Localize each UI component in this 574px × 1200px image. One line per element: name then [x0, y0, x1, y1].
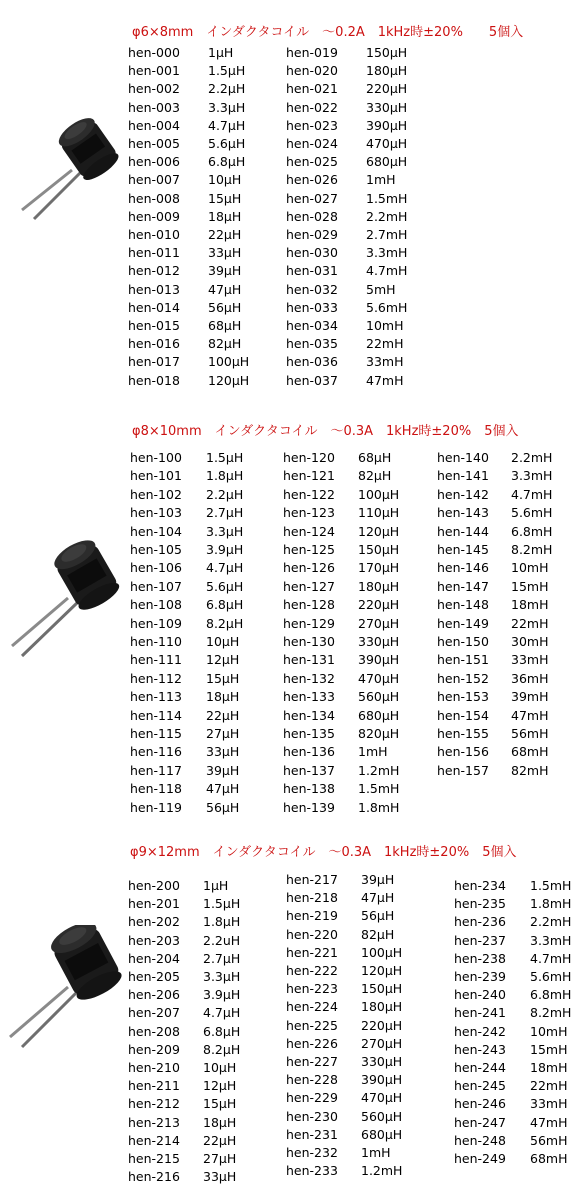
- inductance-value: 1mH: [361, 1145, 391, 1160]
- section-title: φ8×10mm インダクタコイル ～0.3A 1kHz時±20% 5個入: [132, 424, 519, 439]
- inductance-value: 2.7μH: [206, 505, 244, 521]
- inductance-value: 33μH: [206, 744, 240, 760]
- inductance-value: 470μH: [366, 136, 408, 151]
- inductance-value: 2.2mH: [511, 450, 553, 465]
- part-code: hen-135: [283, 726, 335, 741]
- inductance-value: 22μH: [208, 227, 242, 242]
- part-code: hen-129: [283, 615, 335, 631]
- part-code: hen-203: [128, 932, 180, 948]
- inductance-value: 330μH: [358, 634, 400, 649]
- inductance-value: 5.6mH: [511, 505, 553, 521]
- inductance-value: 1.5mH: [530, 878, 572, 893]
- inductance-value: 2.2mH: [530, 914, 572, 930]
- part-code: hen-103: [130, 505, 182, 521]
- inductance-value: 4.7mH: [366, 263, 408, 279]
- inductance-value: 2.2μH: [208, 81, 246, 97]
- inductance-value: 5.6mH: [530, 969, 572, 984]
- inductance-value: 56μH: [361, 908, 395, 924]
- part-code: hen-109: [130, 615, 182, 631]
- inductance-value: 22mH: [511, 615, 549, 631]
- inductance-value: 1.5mH: [366, 190, 408, 206]
- inductance-value: 1.5mH: [358, 781, 400, 797]
- inductance-value: 1.8μH: [206, 468, 244, 484]
- inductance-value: 47μH: [206, 781, 240, 797]
- inductance-value: 2.2mH: [366, 208, 408, 224]
- inductance-value: 39μH: [208, 263, 242, 279]
- part-code: hen-132: [283, 670, 335, 686]
- part-code: hen-248: [454, 1132, 506, 1148]
- inductance-value: 1μH: [208, 45, 234, 60]
- inductance-value: 8.2mH: [530, 1005, 572, 1021]
- part-code: hen-143: [437, 505, 489, 521]
- inductance-value: 5mH: [366, 281, 396, 297]
- inductance-value: 39mH: [511, 689, 549, 705]
- part-code: hen-241: [454, 1005, 506, 1021]
- inductance-value: 39μH: [206, 762, 240, 778]
- inductance-value: 120μH: [361, 963, 403, 978]
- part-code: hen-209: [128, 1041, 180, 1057]
- inductance-value: 680μH: [366, 154, 408, 170]
- inductance-value: 100μH: [358, 486, 400, 502]
- part-code: hen-119: [130, 799, 182, 815]
- part-code: hen-013: [128, 281, 180, 297]
- inductance-value: 4.7μH: [206, 560, 244, 576]
- part-code: hen-113: [130, 689, 182, 705]
- inductance-value: 15mH: [511, 578, 549, 594]
- inductance-value: 10μH: [208, 172, 242, 188]
- part-code: hen-150: [437, 634, 489, 649]
- inductance-value: 47μH: [208, 281, 242, 297]
- inductance-value: 330μH: [361, 1054, 403, 1069]
- inductance-value: 150μH: [358, 542, 400, 557]
- inductance-value: 82μH: [358, 468, 392, 484]
- inductance-value: 6.8mH: [511, 523, 553, 539]
- inductance-value: 15mH: [530, 1041, 568, 1057]
- inductance-value: 18μH: [206, 689, 240, 705]
- part-code: hen-243: [454, 1041, 506, 1057]
- part-code: hen-148: [437, 597, 489, 613]
- inductance-value: 22mH: [366, 336, 404, 352]
- inductance-value: 390μH: [361, 1072, 403, 1088]
- inductance-value: 22mH: [530, 1078, 568, 1094]
- part-code: hen-207: [128, 1005, 180, 1021]
- part-code: hen-147: [437, 578, 489, 594]
- part-code: hen-235: [454, 896, 506, 912]
- part-code: hen-136: [283, 744, 335, 760]
- part-code: hen-137: [283, 762, 335, 778]
- part-code: hen-101: [130, 468, 182, 484]
- part-code: hen-246: [454, 1096, 506, 1112]
- part-code: hen-134: [283, 707, 335, 723]
- part-code: hen-245: [454, 1078, 506, 1094]
- section-title: φ9×12mm インダクタコイル ～0.3A 1kHz時±20% 5個入: [130, 845, 517, 860]
- part-code: hen-139: [283, 799, 335, 815]
- inductance-value: 82μH: [208, 336, 242, 352]
- inductance-value: 1.8mH: [530, 896, 572, 912]
- part-code: hen-020: [286, 63, 338, 79]
- inductance-value: 1.5μH: [203, 896, 241, 912]
- part-code: hen-219: [286, 908, 338, 924]
- inductance-value: 1.2mH: [361, 1163, 403, 1179]
- part-code: hen-107: [130, 578, 182, 594]
- part-code: hen-217: [286, 872, 338, 887]
- inductance-value: 2.7μH: [203, 950, 241, 966]
- part-code: hen-214: [128, 1132, 180, 1148]
- part-code: hen-002: [128, 81, 180, 97]
- part-code: hen-022: [286, 99, 338, 115]
- part-code: hen-153: [437, 689, 489, 705]
- part-code: hen-142: [437, 486, 489, 502]
- part-code: hen-240: [454, 987, 506, 1003]
- inductance-value: 330μH: [366, 99, 408, 115]
- inductance-value: 18mH: [530, 1060, 568, 1075]
- section-title: φ6×8mm インダクタコイル ～0.2A 1kHz時±20% 5個入: [132, 25, 524, 40]
- inductance-value: 150μH: [361, 981, 403, 997]
- inductance-value: 270μH: [361, 1035, 403, 1051]
- inductance-value: 100μH: [208, 354, 250, 370]
- inductance-value: 5.6mH: [366, 299, 408, 315]
- part-code: hen-212: [128, 1096, 180, 1112]
- inductance-value: 15μH: [203, 1096, 237, 1112]
- inductance-value: 4.7μH: [203, 1005, 241, 1021]
- inductance-value: 33mH: [530, 1096, 568, 1112]
- inductance-value: 180μH: [358, 578, 400, 594]
- part-code: hen-033: [286, 299, 338, 315]
- inductance-value: 100μH: [361, 944, 403, 960]
- inductance-value: 180μH: [361, 999, 403, 1015]
- part-code: hen-208: [128, 1023, 180, 1039]
- part-code: hen-201: [128, 896, 180, 912]
- part-code: hen-232: [286, 1145, 338, 1160]
- inductance-value: 1mH: [366, 172, 396, 188]
- inductor-image: [2, 925, 122, 1050]
- inductance-value: 2.2uH: [203, 932, 241, 948]
- part-code: hen-019: [286, 45, 338, 60]
- inductance-value: 150μH: [366, 45, 408, 60]
- part-code: hen-032: [286, 281, 338, 297]
- part-code: hen-213: [128, 1114, 180, 1130]
- inductance-value: 4.7mH: [530, 950, 572, 966]
- part-code: hen-249: [454, 1151, 506, 1166]
- part-code: hen-031: [286, 263, 338, 279]
- part-code: hen-121: [283, 468, 335, 484]
- inductance-value: 8.2mH: [511, 542, 553, 557]
- part-code: hen-238: [454, 950, 506, 966]
- part-code: hen-111: [130, 652, 182, 668]
- part-code: hen-124: [283, 523, 335, 539]
- inductance-value: 180μH: [366, 63, 408, 79]
- part-code: hen-223: [286, 981, 338, 997]
- part-code: hen-234: [454, 878, 506, 893]
- inductance-value: 3.3μH: [203, 969, 241, 984]
- part-code: hen-026: [286, 172, 338, 188]
- part-code: hen-114: [130, 707, 182, 723]
- part-code: hen-108: [130, 597, 182, 613]
- part-code: hen-220: [286, 926, 338, 942]
- inductance-value: 3.3mH: [530, 932, 572, 948]
- part-code: hen-211: [128, 1078, 180, 1094]
- inductance-value: 1.8μH: [203, 914, 241, 930]
- part-code: hen-116: [130, 744, 182, 760]
- inductance-value: 10μH: [206, 634, 240, 649]
- part-code: hen-229: [286, 1090, 338, 1106]
- inductance-value: 390μH: [366, 117, 408, 133]
- part-code: hen-221: [286, 944, 338, 960]
- part-code: hen-133: [283, 689, 335, 705]
- inductance-value: 10mH: [511, 560, 549, 576]
- part-code: hen-149: [437, 615, 489, 631]
- part-code: hen-015: [128, 318, 180, 333]
- inductance-value: 27μH: [206, 726, 240, 741]
- part-code: hen-154: [437, 707, 489, 723]
- part-code: hen-001: [128, 63, 180, 79]
- inductance-value: 68mH: [511, 744, 549, 760]
- inductance-value: 27μH: [203, 1151, 237, 1166]
- part-code: hen-025: [286, 154, 338, 170]
- part-code: hen-112: [130, 670, 182, 686]
- inductance-value: 3.3μH: [206, 523, 244, 539]
- inductance-value: 82mH: [511, 762, 549, 778]
- part-code: hen-006: [128, 154, 180, 170]
- part-code: hen-018: [128, 372, 180, 388]
- part-code: hen-035: [286, 336, 338, 352]
- inductance-value: 56mH: [511, 726, 549, 741]
- part-code: hen-012: [128, 263, 180, 279]
- inductance-value: 680μH: [361, 1126, 403, 1142]
- part-code: hen-227: [286, 1054, 338, 1069]
- part-code: hen-030: [286, 245, 338, 261]
- part-code: hen-237: [454, 932, 506, 948]
- part-code: hen-005: [128, 136, 180, 151]
- part-code: hen-127: [283, 578, 335, 594]
- inductance-value: 470μH: [358, 670, 400, 686]
- inductance-value: 22μH: [206, 707, 240, 723]
- inductance-value: 33mH: [511, 652, 549, 668]
- inductance-value: 68μH: [208, 318, 242, 333]
- part-code: hen-126: [283, 560, 335, 576]
- inductance-value: 5.6μH: [206, 578, 244, 594]
- part-code: hen-138: [283, 781, 335, 797]
- part-code: hen-146: [437, 560, 489, 576]
- part-code: hen-239: [454, 969, 506, 984]
- part-code: hen-118: [130, 781, 182, 797]
- inductance-value: 2.7mH: [366, 227, 408, 242]
- inductance-value: 30mH: [511, 634, 549, 649]
- part-code: hen-028: [286, 208, 338, 224]
- inductance-value: 22μH: [203, 1132, 237, 1148]
- inductance-value: 4.7μH: [208, 117, 246, 133]
- inductance-value: 56μH: [206, 799, 240, 815]
- inductance-value: 33μH: [208, 245, 242, 261]
- part-code: hen-215: [128, 1151, 180, 1166]
- part-code: hen-117: [130, 762, 182, 778]
- part-code: hen-236: [454, 914, 506, 930]
- part-code: hen-224: [286, 999, 338, 1015]
- part-code: hen-122: [283, 486, 335, 502]
- inductance-value: 6.8μH: [208, 154, 246, 170]
- part-code: hen-216: [128, 1169, 180, 1185]
- inductance-value: 47μH: [361, 890, 395, 906]
- part-code: hen-144: [437, 523, 489, 539]
- part-code: hen-021: [286, 81, 338, 97]
- inductance-value: 220μH: [361, 1017, 403, 1033]
- part-code: hen-244: [454, 1060, 506, 1075]
- inductance-value: 220μH: [366, 81, 408, 97]
- inductance-value: 68μH: [358, 450, 392, 465]
- inductance-value: 110μH: [358, 505, 400, 521]
- inductance-value: 2.2μH: [206, 486, 244, 502]
- part-code: hen-145: [437, 542, 489, 557]
- inductance-value: 120μH: [208, 372, 250, 388]
- part-code: hen-200: [128, 878, 180, 893]
- inductance-value: 680μH: [358, 707, 400, 723]
- part-code: hen-228: [286, 1072, 338, 1088]
- inductance-value: 560μH: [361, 1108, 403, 1124]
- part-code: hen-017: [128, 354, 180, 370]
- part-code: hen-131: [283, 652, 335, 668]
- part-code: hen-157: [437, 762, 489, 778]
- part-code: hen-247: [454, 1114, 506, 1130]
- part-code: hen-016: [128, 336, 180, 352]
- inductance-value: 56mH: [530, 1132, 568, 1148]
- inductance-value: 3.3mH: [511, 468, 553, 484]
- part-code: hen-027: [286, 190, 338, 206]
- part-code: hen-037: [286, 372, 338, 388]
- part-code: hen-210: [128, 1060, 180, 1075]
- part-code: hen-011: [128, 245, 180, 261]
- part-code: hen-225: [286, 1017, 338, 1033]
- inductance-value: 560μH: [358, 689, 400, 705]
- inductance-value: 1μH: [203, 878, 229, 893]
- part-code: hen-151: [437, 652, 489, 668]
- part-code: hen-008: [128, 190, 180, 206]
- part-code: hen-230: [286, 1108, 338, 1124]
- inductance-value: 3.9μH: [203, 987, 241, 1003]
- inductance-value: 47mH: [530, 1114, 568, 1130]
- part-code: hen-222: [286, 963, 338, 978]
- part-code: hen-106: [130, 560, 182, 576]
- part-code: hen-000: [128, 45, 180, 60]
- part-code: hen-010: [128, 227, 180, 242]
- inductance-value: 39μH: [361, 872, 395, 887]
- inductance-value: 170μH: [358, 560, 400, 576]
- part-code: hen-125: [283, 542, 335, 557]
- part-code: hen-156: [437, 744, 489, 760]
- part-code: hen-206: [128, 987, 180, 1003]
- inductance-value: 47mH: [366, 372, 404, 388]
- inductance-value: 6.8mH: [530, 987, 572, 1003]
- part-code: hen-009: [128, 208, 180, 224]
- part-code: hen-204: [128, 950, 180, 966]
- part-code: hen-231: [286, 1126, 338, 1142]
- inductance-value: 3.3mH: [366, 245, 408, 261]
- inductance-value: 5.6μH: [208, 136, 246, 151]
- part-code: hen-105: [130, 542, 182, 557]
- inductance-value: 1.8mH: [358, 799, 400, 815]
- part-code: hen-226: [286, 1035, 338, 1051]
- part-code: hen-218: [286, 890, 338, 906]
- part-code: hen-104: [130, 523, 182, 539]
- inductance-value: 10mH: [530, 1023, 568, 1039]
- inductance-value: 270μH: [358, 615, 400, 631]
- part-code: hen-036: [286, 354, 338, 370]
- part-code: hen-140: [437, 450, 489, 465]
- inductance-value: 18μH: [208, 208, 242, 224]
- inductance-value: 56μH: [208, 299, 242, 315]
- inductance-value: 6.8μH: [206, 597, 244, 613]
- inductance-value: 68mH: [530, 1151, 568, 1166]
- part-code: hen-115: [130, 726, 182, 741]
- inductance-value: 6.8μH: [203, 1023, 241, 1039]
- part-code: hen-120: [283, 450, 335, 465]
- inductance-value: 1.5μH: [206, 450, 244, 465]
- part-code: hen-152: [437, 670, 489, 686]
- part-code: hen-242: [454, 1023, 506, 1039]
- part-code: hen-023: [286, 117, 338, 133]
- inductance-value: 36mH: [511, 670, 549, 686]
- part-code: hen-128: [283, 597, 335, 613]
- part-code: hen-003: [128, 99, 180, 115]
- part-code: hen-004: [128, 117, 180, 133]
- inductance-value: 18μH: [203, 1114, 237, 1130]
- inductance-value: 18mH: [511, 597, 549, 613]
- part-code: hen-014: [128, 299, 180, 315]
- part-code: hen-100: [130, 450, 182, 465]
- inductance-value: 10mH: [366, 318, 404, 333]
- inductance-value: 1.5μH: [208, 63, 246, 79]
- inductance-value: 390μH: [358, 652, 400, 668]
- part-code: hen-233: [286, 1163, 338, 1179]
- part-code: hen-007: [128, 172, 180, 188]
- inductance-value: 470μH: [361, 1090, 403, 1106]
- inductance-value: 12μH: [203, 1078, 237, 1094]
- inductance-value: 8.2μH: [206, 615, 244, 631]
- inductance-value: 82μH: [361, 926, 395, 942]
- inductance-value: 3.9μH: [206, 542, 244, 557]
- inductance-value: 1mH: [358, 744, 388, 760]
- inductance-value: 47mH: [511, 707, 549, 723]
- inductance-value: 820μH: [358, 726, 400, 741]
- part-code: hen-024: [286, 136, 338, 151]
- part-code: hen-130: [283, 634, 335, 649]
- inductance-value: 15μH: [208, 190, 242, 206]
- inductance-value: 120μH: [358, 523, 400, 539]
- part-code: hen-029: [286, 227, 338, 242]
- part-code: hen-102: [130, 486, 182, 502]
- part-code: hen-205: [128, 969, 180, 984]
- part-code: hen-202: [128, 914, 180, 930]
- inductance-value: 4.7mH: [511, 486, 553, 502]
- part-code: hen-155: [437, 726, 489, 741]
- inductance-value: 33mH: [366, 354, 404, 370]
- inductance-value: 1.2mH: [358, 762, 400, 778]
- part-code: hen-110: [130, 634, 182, 649]
- inductance-value: 33μH: [203, 1169, 237, 1185]
- inductance-value: 10μH: [203, 1060, 237, 1075]
- part-code: hen-123: [283, 505, 335, 521]
- inductance-value: 3.3μH: [208, 99, 246, 115]
- part-code: hen-034: [286, 318, 338, 333]
- inductance-value: 15μH: [206, 670, 240, 686]
- inductance-value: 8.2μH: [203, 1041, 241, 1057]
- inductance-value: 220μH: [358, 597, 400, 613]
- inductance-value: 12μH: [206, 652, 240, 668]
- part-code: hen-141: [437, 468, 489, 484]
